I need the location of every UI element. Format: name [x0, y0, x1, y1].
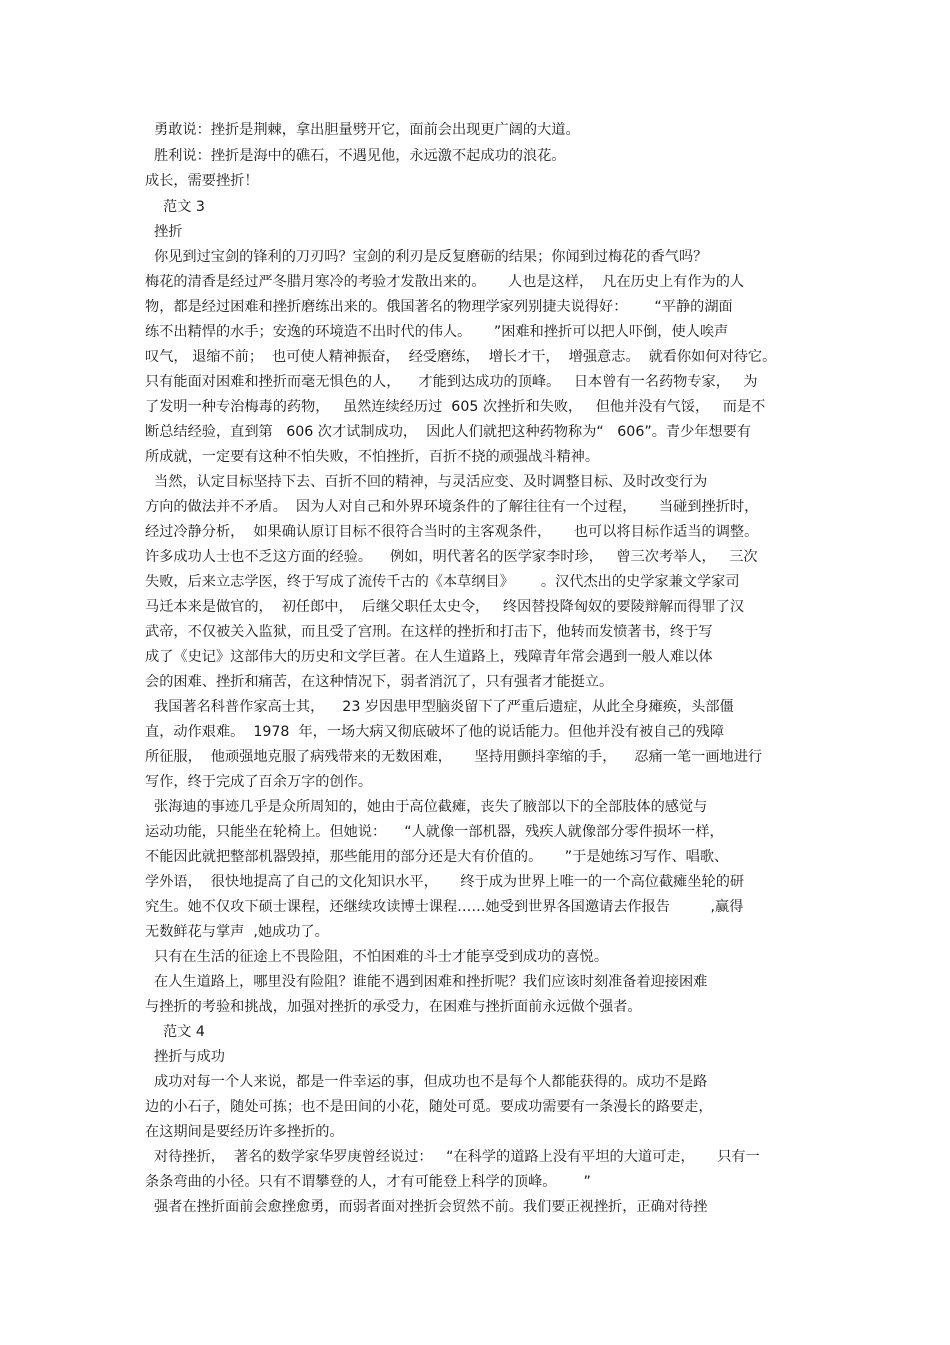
section-heading: 范文 3: [145, 199, 205, 215]
text-line: 成功对每一个人来说，都是一件幸运的事，但成功也不是每个人都能获得的。成功不是路: [145, 1074, 708, 1090]
text-line: 写作，终于完成了百余万字的创作。: [145, 774, 373, 790]
text-line: 直，动作艰难。 1978 年，一场大病又彻底破坏了他的说话能力。但他并没有被自己的残障: [145, 724, 725, 740]
text-line: 当然，认定目标坚持下去、百折不回的精神，与灵活应变、及时调整目标、及时改变行为: [145, 474, 708, 490]
text-line: 叹气， 退缩不前； 也可使人精神振奋， 经受磨练， 增长才干， 增强意志。 就看你如何对待它。: [145, 349, 777, 365]
text-line: 断总结经验，直到第 606 次才试制成功， 因此人们就把这种药物称为“ 606”。青少年想要有: [145, 424, 752, 440]
text-line: 武帝，不仅被关入监狱，而且受了宫刑。在这样的挫折和打击下，他转而发愤著书，终于写: [145, 624, 713, 640]
text-line: 与挫折的考验和挑战，加强对挫折的承受力，在困难与挫折面前永远做个强者。: [145, 999, 642, 1015]
text-line: 不能因此就把整部机器毁掉，那些能用的部分还是大有价值的。 ”于是她练习写作、唱歌、: [145, 849, 729, 865]
text-line: 我国著名科普作家高士其， 23 岁因患甲型脑炎留下了严重后遗症，从此全身瘫痪，头部僵: [145, 699, 734, 715]
text-line: 所成就，一定要有这种不怕失败，不怕挫折，百折不挠的顽强战斗精神。: [145, 449, 600, 465]
essay-title: 挫折与成功: [145, 1049, 225, 1065]
text-line: 只有在生活的征途上不畏险阻，不怕困难的斗士才能享受到成功的喜悦。: [145, 949, 609, 965]
text-line: 成长，需要挫折！: [145, 173, 259, 189]
text-line: 边的小石子，随处可拣；也不是田间的小花，随处可觅。要成功需要有一条漫长的路要走，: [145, 1099, 713, 1115]
text-line: 勇敢说：挫折是荆棘，拿出胆量劈开它，面前会出现更广阔的大道。: [145, 122, 580, 138]
text-line: 物，都是经过困难和挫折磨练出来的。俄国著名的物理学家列别捷夫说得好： “平静的湖面: [145, 299, 733, 315]
text-line: 了发明一种专治梅毒的药物， 虽然连续经历过 605 次挫折和失败， 但他并没有气馁， 而是不: [145, 399, 766, 415]
text-line: 无数鲜花与掌声 ,她成功了。: [145, 924, 329, 940]
text-line: 练不出精悍的水手；安逸的环境造不出时代的伟人。 ”困难和挫折可以把人吓倒，使人唉声: [145, 324, 729, 340]
text-line: 你见到过宝剑的锋利的刀刃吗？宝剑的利刃是反复磨砺的结果；你闻到过梅花的香气吗？: [145, 249, 708, 265]
text-line: 会的困难、挫折和痛苦，在这种情况下，弱者消沉了，只有强者才能挺立。: [145, 674, 614, 690]
text-line: 在这期间是要经历许多挫折的。: [145, 1124, 344, 1140]
text-line: 强者在挫折面前会愈挫愈勇，而弱者面对挫折会贸然不前。我们要正视挫折，正确对待挫: [145, 1199, 708, 1215]
text-line: 所征服， 他顽强地克服了病残带来的无数困难， 坚持用颤抖挛缩的手， 忍痛一笔一画地进行: [145, 749, 763, 765]
text-line: 运动功能，只能坐在轮椅上。但她说： “人就像一部机器，残疾人就像部分零件损坏一样，: [145, 824, 724, 840]
text-line: 胜利说：挫折是海中的礁石，不遇见他，永远激不起成功的浪花。: [145, 148, 566, 164]
essay-title: 挫折: [145, 224, 183, 240]
text-line: 方向的做法并不矛盾。 因为人对自己和外界环境条件的了解往往有一个过程， 当碰到挫折时，: [145, 499, 759, 515]
text-line: 对待挫折， 著名的数学家华罗庚曾经说过： “在科学的道路上没有平坦的大道可走， 只有一: [145, 1149, 760, 1165]
text-line: 在人生道路上，哪里没有险阻？谁能不遇到困难和挫折呢？我们应该时刻准备着迎接困难: [145, 974, 708, 990]
text-line: 经过冷静分析， 如果确认原订目标不很符合当时的主客观条件， 也可以将目标作适当的调整。: [145, 524, 759, 540]
text-line: 梅花的清香是经过严冬腊月寒冷的考验才发散出来的。 人也是这样， 凡在历史上有作为的人: [145, 274, 745, 290]
text-line: 失败，后来立志学医，终于写成了流传千古的《本草纲目》 。汉代杰出的史学家兼文学家司: [145, 574, 740, 590]
text-line: 马迁本来是做官的， 初任郎中， 后继父职任太史令， 终因替投降匈奴的要陵辩解而得罪了汉: [145, 599, 745, 615]
text-line: 条条弯曲的小径。只有不谓攀登的人，才有可能登上科学的顶峰。 ”: [145, 1174, 591, 1190]
text-line: 学外语， 很快地提高了自己的文化知识水平， 终于成为世界上唯一的一个高位截瘫坐轮的研: [145, 874, 745, 890]
text-line: 张海迪的事迹几乎是众所周知的，她由于高位截瘫，丧失了腋部以下的全部肢体的感觉与: [145, 799, 708, 815]
text-line: 许多成功人士也不乏这方面的经验。 例如，明代著名的医学家李时珍， 曾三次考举人， 三次: [145, 549, 758, 565]
text-line: 只有能面对困难和挫折而毫无惧色的人， 才能到达成功的顶峰。 日本曾有一名药物专家， 为: [145, 374, 758, 390]
text-line: 成了《史记》这部伟大的历史和文学巨著。在人生道路上，残障青年常会遇到一般人难以体: [145, 649, 713, 665]
section-heading: 范文 4: [145, 1024, 205, 1040]
text-line: 究生。她不仅攻下硕士课程，还继续攻读博士课程……她受到世界各国邀请去作报告 ,赢得: [145, 899, 744, 915]
